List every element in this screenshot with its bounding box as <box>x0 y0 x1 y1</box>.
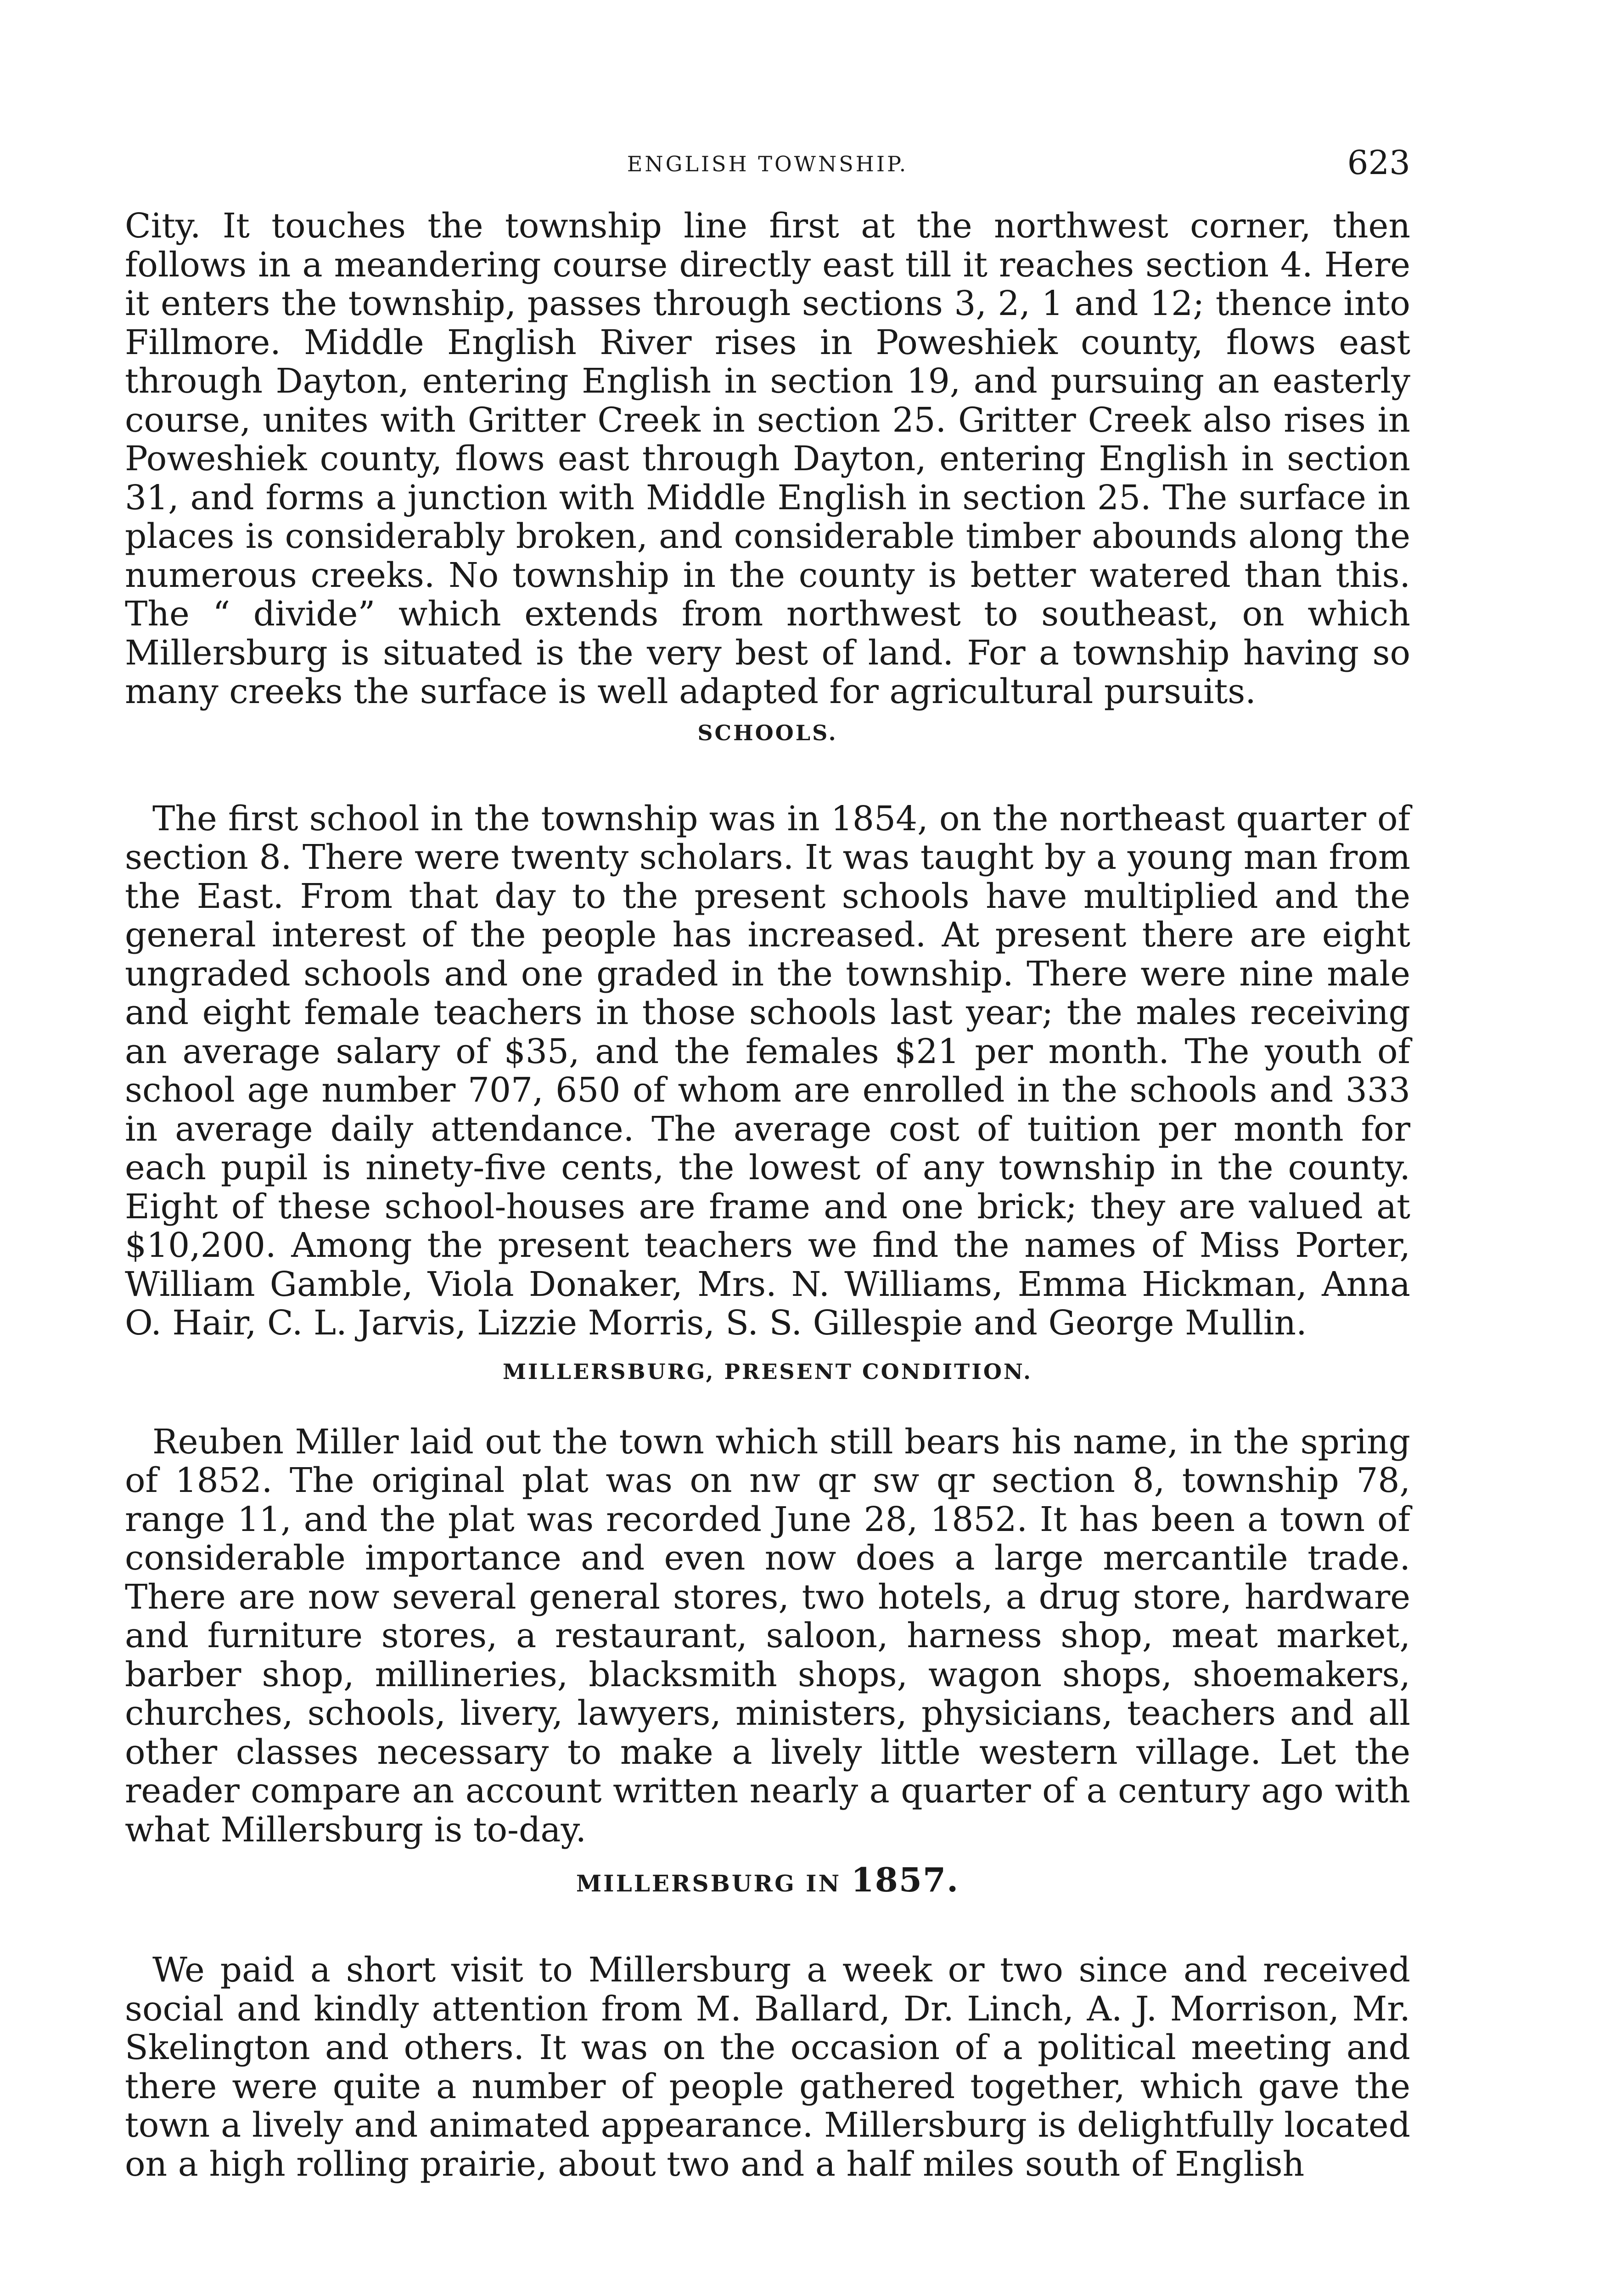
running-head: ENGLISH TOWNSHIP. <box>627 152 909 176</box>
book-page <box>125 143 1410 2184</box>
page-header <box>125 143 1410 207</box>
paragraph-millersburg-1857: We paid a short visit to Millersburg a week or two since and received social and kindly attention from M. Ballard, Dr. Linch, A. J. Morrison, Mr. Skelington and others. It was on the occasion of a political meeting and there were quite a number of people gathered together, which gave the town a lively and animated appearance. Millersburg is delightfully located on a high rolling prairie, about two and a half miles south of English <box>125 1950 1410 2184</box>
heading-1857-year: 1857. <box>851 1860 960 1899</box>
section-heading-millersburg-1857 <box>125 1860 1410 1899</box>
paragraph-city-rivers: City. It touches the township line first at the northwest corner, then follows in a meandering course directly east till it reaches section 4. Here it enters the township, passes through sections 3, 2, 1 and 12; thence into Fillmore. Middle English River rises in Poweshiek county, flows east through Dayton, entering English in section 19, and pursuing an easterly course, unites with Gritter Creek in section 25. Gritter Creek also rises in Poweshiek county, flows east through Dayton, entering English in section 31, and forms a junction with Middle English in section 25. The surface in places is considerably broken, and considerable timber abounds along the numerous creeks. No township in the county is better watered than this. The “ divide” which extends from northwest to southeast, on which Millersburg is situated is the very best of land. For a township having so many creeks the surface is well adapted for agricultural pursuits. <box>125 206 1410 711</box>
heading-1857-prefix: MILLERSBURG IN <box>576 1870 842 1897</box>
paragraph-schools: The first school in the township was in 1854, on the northeast quarter of section 8. There were twenty scholars. It was taught by a young man from the East. From that day to the present schools have multiplied and the general interest of the people has increased. At present there are eight ungraded schools and one graded in the township. There were nine male and eight female teachers in those schools last year; the males receiving an average salary of $35, and the females $21 per month. The youth of school age number 707, 650 of whom are enrolled in the schools and 333 in average daily attendance. The average cost of tuition per month for each pupil is ninety-five cents, the lowest of any township in the county. Eight of these school-houses are frame and one brick; they are valued at $10,200. Among the present teachers we find the names of Miss Porter, William Gamble, Viola Donaker, Mrs. N. Williams, Emma Hickman, Anna O. Hair, C. L. Jarvis, Lizzie Morris, S. S. Gillespie and George Mullin. <box>125 799 1410 1343</box>
section-heading-millersburg-present: MILLERSBURG, PRESENT CONDITION. <box>502 1359 1033 1384</box>
page-number: 623 <box>1347 143 1410 182</box>
section-heading-schools: SCHOOLS. <box>697 720 838 745</box>
paragraph-millersburg-present: Reuben Miller laid out the town which still bears his name, in the spring of 1852. The original plat was on nw qr sw qr section 8, township 78, range 11, and the plat was recorded June 28, 1852. It has been a town of considerable importance and even now does a large mercantile trade. There are now several general stores, two hotels, a drug store, hardware and furniture stores, a restaurant, saloon, harness shop, meat market, barber shop, millineries, blacksmith shops, wagon shops, shoemakers, churches, schools, livery, lawyers, ministers, physicians, teachers and all other classes necessary to make a lively little western village. Let the reader compare an account written nearly a quarter of a century ago with what Millersburg is to-day. <box>125 1422 1410 1850</box>
